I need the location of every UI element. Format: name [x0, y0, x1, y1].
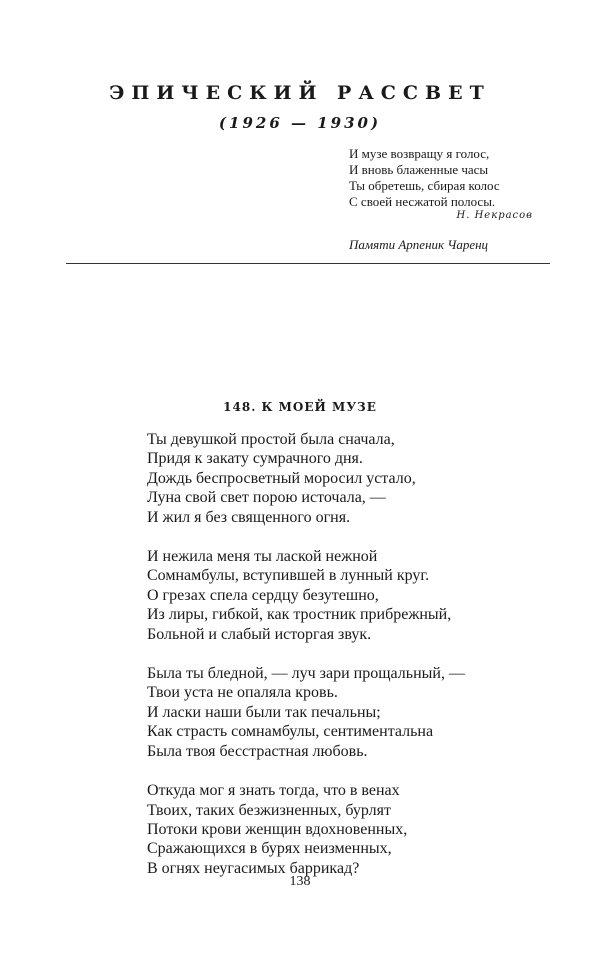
poem-line: Потоки крови женщин вдохновенных, [147, 820, 408, 838]
section-years: (1926 — 1930) [218, 114, 382, 132]
poem-line: Сражающихся в бурях неизменных, [147, 840, 392, 858]
poem-line: Твои уста не опаляла кровь. [147, 684, 338, 702]
poem-line: О грезах спела сердцу безутешно, [147, 586, 379, 604]
section-title: ЭПИЧЕСКИЙ РАССВЕТ [109, 82, 491, 104]
poem-line: Сомнамбулы, вступившей в лунный круг. [147, 567, 430, 585]
poem-line: Дождь беспросветный моросил устало, [147, 469, 416, 487]
poem-body [147, 430, 567, 898]
stanza [147, 664, 567, 761]
section-divider [66, 263, 550, 264]
poem-line: И нежила меня ты лаской нежной [147, 548, 378, 566]
poem-line: Ты девушкой простой была сначала, [147, 431, 395, 448]
poem-line: Из лиры, гибкой, как тростник прибрежный, [147, 606, 452, 624]
epigraph-line: И музе возвращу я голос, [349, 146, 490, 161]
stanza [147, 547, 567, 644]
epigraph-author: Н. Некрасов [456, 210, 533, 221]
poem-title: 148. К МОЕЙ МУЗЕ [223, 400, 377, 414]
epigraph-line: С своей несжатой полосы. [349, 194, 496, 209]
poem-line: И ласки наши были так печальны; [147, 703, 381, 721]
epigraph [349, 146, 559, 210]
poem-line: И жил я без священного огня. [147, 508, 351, 526]
poem-line: Твоих, таких безжизненных, бурлят [147, 801, 391, 819]
epigraph-line: Ты обретешь, сбирая колос [349, 178, 500, 193]
poem-line: Луна свой свет порою источала, — [147, 489, 386, 507]
epigraph-line: И вновь блаженные часы [349, 162, 489, 177]
poem-line: Была ты бледной, — луч зари прощальный, — [147, 665, 465, 683]
page-number: 138 [289, 874, 311, 889]
dedication: Памяти Арпеник Чаренц [349, 237, 489, 252]
poem-line: Откуда мог я знать тогда, что в венах [147, 782, 400, 800]
stanza [147, 781, 567, 878]
poem-line: Как страсть сомнамбулы, сентиментальна [147, 723, 434, 741]
poem-line: Была твоя бесстрастная любовь. [147, 742, 368, 760]
stanza [147, 430, 567, 527]
poem-line: В огнях неугасимых баррикад? [147, 859, 360, 877]
poem-line: Придя к закату сумрачного дня. [147, 450, 363, 468]
poem-line: Больной и слабый исторгая звук. [147, 625, 372, 643]
